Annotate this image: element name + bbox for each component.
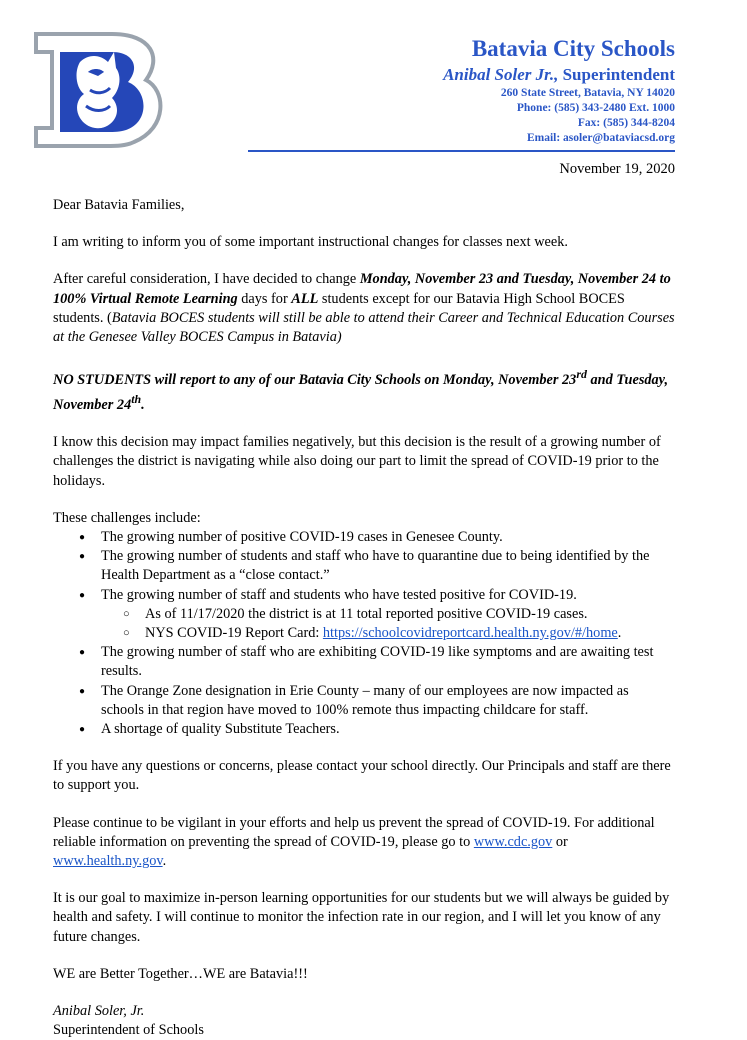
superintendent-title: Superintendent — [562, 65, 675, 84]
paragraph-change — [53, 270, 675, 347]
header-divider — [248, 150, 675, 152]
district-name: Batavia City Schools — [471, 36, 675, 61]
superintendent-name: Anibal Soler Jr., — [443, 65, 559, 84]
challenges-list — [53, 528, 675, 739]
letterhead — [443, 34, 675, 146]
para2-text-2: days for — [237, 290, 292, 307]
paragraph-intro: I am writing to inform you of some important instructional changes for classes next week. — [53, 234, 568, 251]
cdc-link[interactable]: www.cdc.gov — [473, 833, 553, 850]
para2-text-1: After careful consideration, I have decided to change — [53, 271, 360, 288]
signature-name: Anibal Soler, Jr. — [53, 1003, 145, 1020]
para3-text-2: and Tuesday, November 24 — [53, 371, 669, 413]
signature-title: Superintendent of Schools — [53, 1022, 204, 1039]
paragraph-vigilant — [53, 814, 675, 872]
report-card-link[interactable]: https://schoolcovidreportcard.health.ny.gov/#/home — [322, 624, 618, 641]
phone: Phone: (585) 343-2480 Ext. 1000 — [516, 102, 675, 114]
paragraph-impact: I know this decision may impact families negatively, but this decision is the result of a growing number of challenges the district is navigating while also doing our part to limit the spread of COVID-19 prior to the holidays. — [53, 434, 661, 489]
para6-text-3: . — [162, 853, 167, 870]
signature-block — [53, 1002, 675, 1040]
paragraph-closing: WE are Better Together…WE are Batavia!!! — [53, 965, 308, 982]
para2-bold-all: ALL — [291, 290, 319, 307]
challenges-intro: These challenges include: — [53, 509, 201, 526]
sub-list — [101, 605, 675, 643]
sub-list-item: ○ As of 11/17/2020 the district is at 11 total reported positive COVID-19 cases. — [145, 605, 675, 624]
fax: Fax: (585) 344-8204 — [577, 117, 675, 129]
para6-text-2: or — [552, 833, 568, 850]
list-item: ● The growing number of positive COVID-19 cases in Genesee County. — [101, 528, 675, 547]
letter-body — [53, 196, 675, 1040]
superintendent-line — [443, 64, 675, 86]
sub-list-item — [145, 624, 675, 643]
list-item-text: The growing number of staff and students who have tested positive for COVID-19. — [101, 586, 577, 603]
para3-text-3: . — [141, 396, 145, 413]
report-card-end: . — [617, 624, 622, 641]
list-item: ● A shortage of quality Substitute Teachers. — [101, 720, 675, 739]
list-item — [101, 586, 675, 644]
paragraph-questions: If you have any questions or concerns, please contact your school directly. Our Principals and staff are there to support you. — [53, 758, 671, 794]
health-ny-link[interactable]: www.health.ny.gov — [53, 853, 163, 870]
email: Email: asoler@bataviacsd.org — [526, 132, 675, 144]
list-item: ● The growing number of students and staff who have to quarantine due to being identified by the Health Department as a “close contact.” — [101, 547, 675, 585]
paragraph-no-students — [53, 365, 675, 415]
para3-sup-2: th — [131, 392, 142, 407]
para3-text-1: NO STUDENTS will report to any of our Batavia City Schools on Monday, November 23 — [53, 371, 577, 388]
letter-date: November 19, 2020 — [559, 161, 675, 177]
para3-sup-1: rd — [576, 367, 587, 382]
report-card-label: NYS COVID-19 Report Card: — [145, 624, 323, 641]
para6-text-1: Please continue to be vigilant in your efforts and help us prevent the spread of COVID-19. For additional reliable information on preventing the spread of COVID-19, please go to — [53, 814, 655, 850]
para2-bold-dates: Monday, November 23 and Tuesday, November 24 to 100% Virtual Remote Learning — [53, 271, 671, 307]
list-item: ● The Orange Zone designation in Erie County – many of our employees are now impacted as schools in that region have moved to 100% remote thus impacting childcare for staff. — [101, 682, 675, 720]
batavia-b-devil-logo — [30, 28, 170, 150]
para2-text-3: students except for our Batavia High School BOCES students. ( — [53, 290, 625, 326]
para2-italic-note: Batavia BOCES students will still be able to attend their Career and Technical Education Courses at the Genesee Valley BOCES Campus in Batavia) — [53, 309, 675, 346]
paragraph-goal: It is our goal to maximize in-person learning opportunities for our students but we will always be guided by health and safety. I will continue to monitor the infection rate in our region, and I will let you know of any future changes. — [53, 890, 670, 945]
address: 260 State Street, Batavia, NY 14020 — [500, 87, 675, 99]
salutation: Dear Batavia Families, — [53, 197, 185, 213]
list-item: ● The growing number of staff who are exhibiting COVID-19 like symptoms and are awaiting test results. — [101, 643, 675, 681]
